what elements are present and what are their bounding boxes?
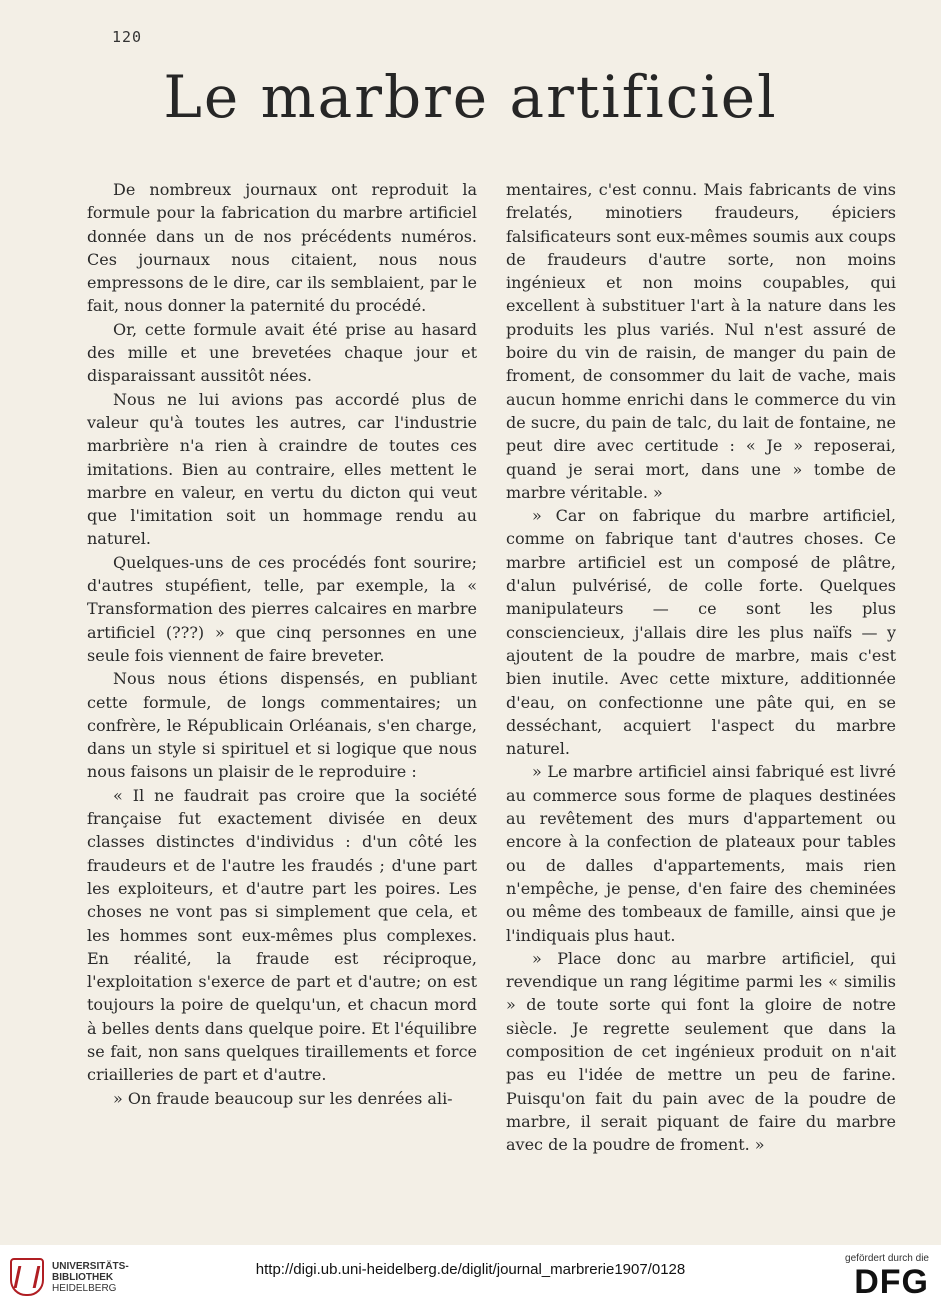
article-title: Le marbre artificiel [163,63,778,131]
page-number: 120 [112,28,143,46]
paragraph: Quelques-uns de ces procédés font sourire; d'autres stupéfient, telle, par exemple, la « Transformation des pierres calcaires en marbre artificiel (???) » que cinq personnes en une seule fois viennent de faire breveter. [87,552,477,665]
paragraph: Nous nous étions dispensés, en publiant cette formule, de longs commentaires; un confrère, le Républicain Orléanais, s'en charge, dans un style si spirituel et si logique que nous nous faisons un plaisir de le reproduire : [87,669,477,782]
library-line: HEIDELBERG [52,1282,117,1294]
funder-logo[interactable] [845,1253,929,1300]
dfg-logo-icon: DFG [854,1263,929,1301]
footer-bar [0,1245,941,1314]
library-line: UNIVERSITÄTS- [52,1260,129,1272]
paragraph: » Car on fabrique du marbre artificiel, comme on fabrique tant d'autres choses. Ce marbre artificiel est un composé de plâtre, d'alun pulvérisé, de colle forte. Quelques manipulateurs — ce sont les plus consciencieux, j'allais dire les plus naïfs — y ajoutent de la poudre de marbre, mais c'est bien inutile. Avec cette mixture, additionnée d'eau, on confectionne une pâte qui, en se desséchant, acquiert l'aspect du marbre naturel. [506,506,896,759]
paragraph: mentaires, c'est connu. Mais fabricants de vins frelatés, minotiers fraudeurs, épiciers falsificateurs sont eux-mêmes soumis aux coups de fraudeurs d'autre sorte, non moins ingénieux et non moins coupables, qui excellent à substituer l'art à la nature dans les produits les plus variés. Nul n'est assuré de boire du vin de raisin, de manger du pain de froment, de consommer du lait de vache, mais aucun homme enrichi dans le commerce du vin de sucre, du pain de talc, du lait de fontaine, ne peut dire avec certitude : « Je » reposerai, quand je serai mort, dans une » tombe de marbre véritable. » [506,180,896,502]
paragraph: » Le marbre artificiel ainsi fabriqué est livré au commerce sous forme de plaques destinées au revêtement des murs d'appartement ou encore à la confection de plateaux pour tables ou de dalles d'appartements, mais rien n'empêche, je pense, d'en faire des cheminées ou même des tombeaux de famille, ainsi que je l'indiquais plus haut. [506,762,896,945]
paragraph: » On fraude beaucoup sur les denrées ali- [113,1088,453,1108]
permalink-url[interactable]: http://digi.ub.uni-heidelberg.de/diglit/journal_marbrerie1907/0128 [255,1261,686,1278]
funder-note: gefördert durch die [845,1253,929,1264]
left-column [87,178,477,1110]
paragraph: » Place donc au marbre artificiel, qui revendique un rang légitime parmi les « similis » de toute sorte qui font la gloire de notre siècle. Je regrette seulement que dans la composition de cet ingénieux produit on n'ait pas eu l'idée de mettre un peu de farine. Puisqu'on fait du pain avec de la poudre de marbre, il serait piquant de faire du marbre avec de la poudre de froment. » [506,948,896,1155]
paragraph: Or, cette formule avait été prise au hasard des mille et une brevetées chaque jour et disparaissant aussitôt nées. [87,319,477,386]
paragraph: De nombreux journaux ont reproduit la formule pour la fabrication du marbre artificiel donnée dans un de nos précédents numéros. Ces journaux nous citaient, nous nous empressons de le dire, car ils semblaient, par le fait, nous donner la paternité du procédé. [87,180,477,316]
paragraph: « Il ne faudrait pas croire que la société française fut exactement divisée en deux classes distinctes d'individus : d'un côté les fraudeurs et de l'autre les fraudés ; d'une part les exploiteurs, et d'autre part les poires. Les choses ne vont pas si simplement que cela, et les hommes sont eux-mêmes plus complexes. En réalité, la fraude est réciproque, l'exploitation s'exerce de part et d'autre; on est toujours la poire de quelqu'un, et chacun mord à belles dents dans quelque poire. Et l'équilibre se fait, non sans quelques tiraillements et force criailleries de part et d'autre. [87,785,477,1085]
right-column [506,178,896,1156]
paragraph: Nous ne lui avions pas accordé plus de valeur qu'à toutes les autres, car l'industrie marbrière n'a rien à craindre de toutes ces imitations. Bien au contraire, elles mettent le marbre en valeur, en vertu du dicton qui veut que l'imitation soit un hommage rendu au naturel. [87,389,477,549]
library-line: BIBLIOTHEK [52,1271,114,1283]
